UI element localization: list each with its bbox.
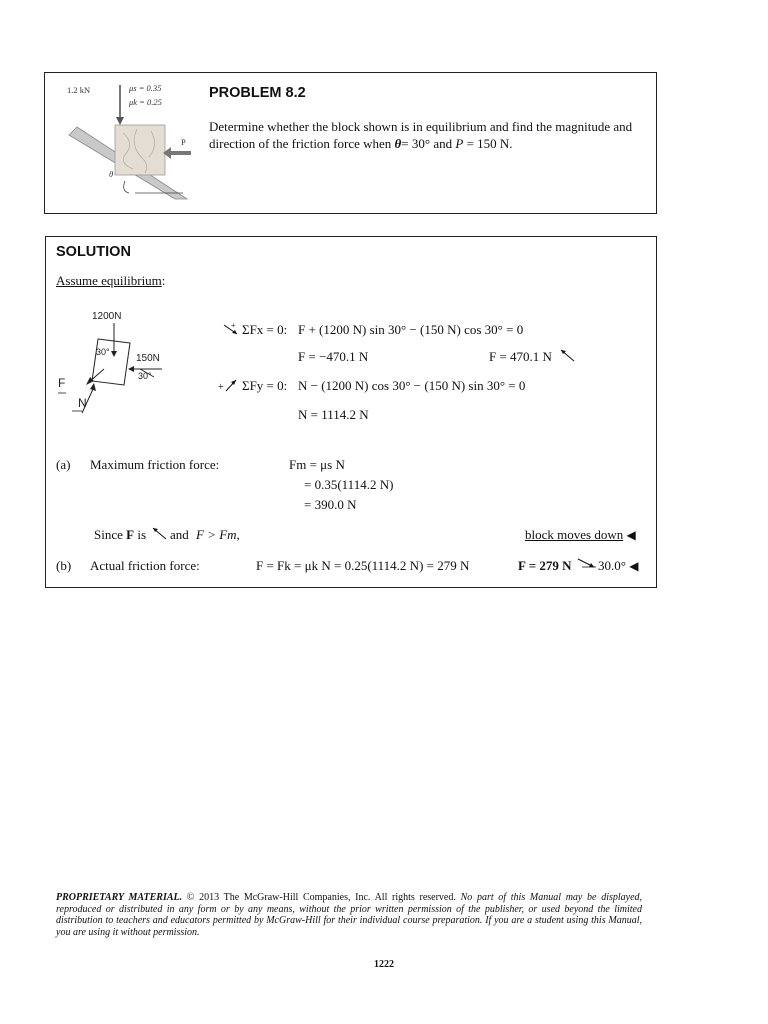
answer-b-angle	[598, 558, 638, 574]
problem-heading: PROBLEM 8.2	[209, 85, 306, 101]
answer-marker-icon: ◀	[626, 528, 636, 542]
part-a-label: (a)	[56, 457, 71, 472]
fbd-f-label: F	[58, 376, 66, 390]
f-vector-result: F = 470.1 N	[489, 349, 552, 364]
assume-text: Assume equilibrium	[56, 273, 162, 288]
eq-y-label: ΣFy = 0:	[242, 378, 288, 393]
part-b-title: Actual friction force:	[90, 558, 200, 573]
fbd-angle-force: 30°	[138, 371, 152, 381]
fbd-n-label: N	[78, 396, 87, 410]
p-symbol: P	[455, 136, 464, 151]
footer-copyright: © 2013 The McGraw-Hill Companies, Inc. All rights reserved.	[182, 892, 461, 903]
since-line	[94, 527, 146, 543]
problem-figure	[65, 81, 195, 201]
since-and: and	[170, 527, 189, 542]
proprietary-footer	[56, 892, 642, 938]
n-result: N = 1114.2 N	[298, 407, 369, 422]
eq-x-label: ΣFx = 0:	[242, 322, 288, 337]
part-a-title: Maximum friction force:	[90, 457, 220, 472]
block	[115, 125, 165, 175]
fbd-force-label: 150N	[136, 353, 160, 364]
assume-colon: :	[161, 273, 166, 288]
up-left-arrow-icon	[558, 347, 576, 363]
assume-line	[56, 273, 165, 289]
p-label: P	[181, 137, 186, 147]
fm-line-2: = 0.35(1114.2 N)	[304, 477, 394, 492]
since-f: F	[126, 527, 135, 542]
fm-line-1: Fm = μs N	[289, 457, 345, 472]
x-direction-icon	[222, 321, 240, 337]
fm-line-3: = 390.0 N	[304, 497, 357, 512]
solution-heading: SOLUTION	[56, 244, 131, 260]
problem-text-part: = 150 N.	[463, 136, 513, 151]
theta-label: θ	[109, 169, 114, 179]
svg-text:+: +	[218, 382, 224, 393]
since-text: Since	[94, 527, 127, 542]
footer-lead: PROPRIETARY MATERIAL.	[56, 892, 183, 903]
theta-symbol: θ	[394, 136, 402, 151]
answer-b-angle-text: 30.0°	[598, 558, 626, 573]
fbd-angle-block: 30°	[96, 347, 110, 357]
fbd-block	[92, 339, 130, 385]
mu-s-label: μs = 0.35	[129, 83, 162, 93]
y-direction-icon	[218, 377, 240, 393]
problem-text-part: = 30° and	[401, 136, 456, 151]
since-text: is	[134, 527, 147, 542]
conclusion-text: block moves down	[525, 527, 624, 542]
problem-box	[44, 72, 657, 214]
angle-arrow-icon	[576, 555, 598, 571]
problem-text-part: Determine whether the block shown is in equilibrium and find the magnitude and direction of the friction force when	[209, 119, 633, 151]
up-left-arrow-icon	[150, 525, 168, 541]
free-body-diagram	[54, 307, 174, 427]
eq-x: F + (1200 N) sin 30° − (150 N) cos 30° = 0	[298, 322, 524, 337]
answer-b: F = 279 N	[518, 558, 572, 573]
footer-notice: No part of this Manual may be displayed, reproduced or distributed in any form or by any means, without the prior written permission of the publisher, or used beyond the limited distribution to teachers and educators permitted by McGraw-Hill for their individual course preparation. If you are a student using this Manual, you are using it without permission.	[56, 892, 643, 938]
f-result: F = −470.1 N	[298, 349, 369, 364]
part-b-label: (b)	[56, 558, 72, 573]
fk-equation: F = Fk = μk N = 0.25(1114.2 N) = 279 N	[256, 558, 470, 573]
conclusion	[525, 527, 636, 543]
eq-y: N − (1200 N) cos 30° − (150 N) sin 30° = 0	[298, 378, 526, 393]
solution-box	[45, 236, 657, 588]
page-number: 1222	[374, 959, 394, 970]
mu-k-label: μk = 0.25	[129, 97, 162, 107]
theta-arc	[124, 181, 129, 193]
since-condition: F > Fm,	[196, 527, 240, 542]
fbd-load-label: 1200N	[92, 311, 122, 322]
load-label: 1.2 kN	[67, 85, 91, 95]
answer-marker-icon: ◀	[629, 559, 639, 573]
problem-text	[209, 118, 649, 152]
svg-text:+: +	[231, 321, 236, 330]
